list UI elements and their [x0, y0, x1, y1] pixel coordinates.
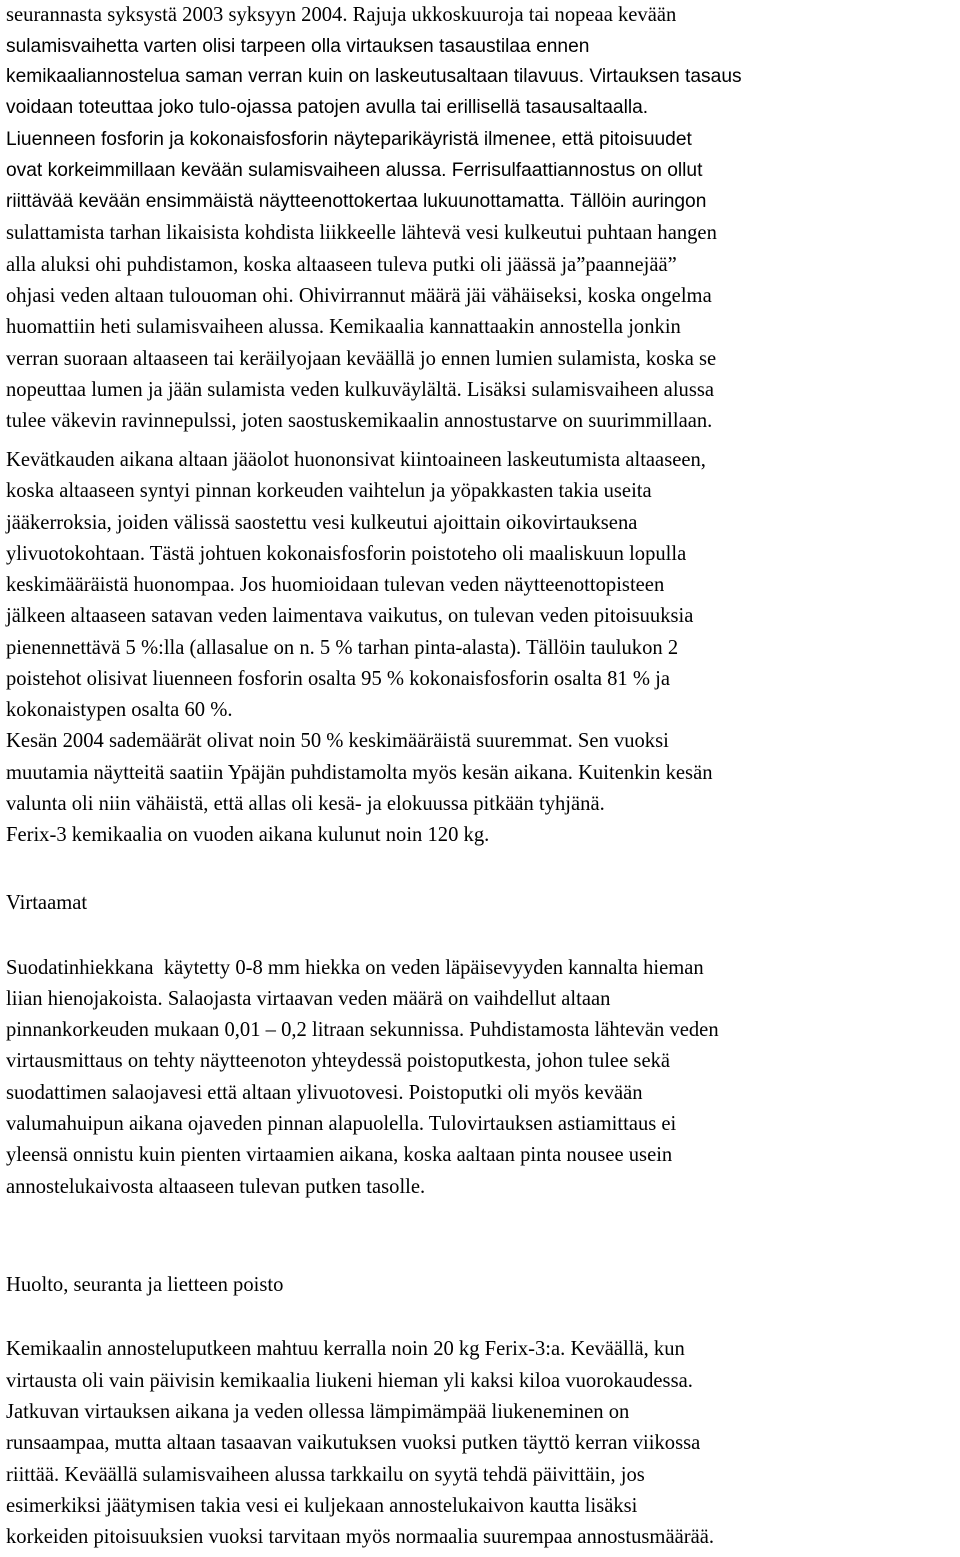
text-line: valumahuipun aikana ojaveden pinnan alapuolella. Tulovirtauksen astiamittaus ei	[6, 1113, 677, 1135]
text-line: tulee väkevin ravinnepulssi, joten saostuskemikaalin annostustarve on suurimmillaan.	[6, 410, 713, 432]
text-line: Ferix-3 kemikaalia on vuoden aikana kulunut noin 120 kg.	[6, 824, 490, 846]
text-line: virtausta oli vain päivisin kemikaalia liukeni hieman yli kaksi kiloa vuorokaudessa.	[6, 1370, 693, 1392]
text-line: Kevätkauden aikana altaan jääolot huononsivat kiintoaineen laskeutumista altaaseen,	[6, 449, 706, 471]
text-line: annostelukaivosta altaaseen tulevan putken tasolle.	[6, 1176, 426, 1198]
text-line: Jatkuvan virtauksen aikana ja veden ollessa lämpimämpää liukeneminen on	[6, 1401, 630, 1423]
text-line: ylivuotokohtaan. Tästä johtuen kokonaisfosforin poistoteho oli maaliskuun lopulla	[6, 543, 687, 565]
text-line: valunta oli niin vähäistä, että allas oli kesä- ja elokuussa pitkään tyhjänä.	[6, 793, 605, 815]
text-line: Kemikaalin annosteluputkeen mahtuu kerralla noin 20 kg Ferix-3:a. Keväällä, kun	[6, 1338, 685, 1360]
text-line: virtausmittaus on tehty näytteenoton yhteydessä poistoputkesta, johon tulee sekä	[6, 1050, 671, 1072]
text-line: seurannasta syksystä 2003 syksyyn 2004. Rajuja ukkoskuuroja tai nopeaa kevään	[6, 4, 677, 26]
text-line: nopeuttaa lumen ja jään sulamista veden kulkuväylältä. Lisäksi sulamisvaiheen alussa	[6, 379, 715, 401]
text-line: alla aluksi ohi puhdistamon, koska altaaseen tuleva putki oli jäässä ja”paannejää”	[6, 254, 677, 276]
text-line: Suodatinhiekkana käytetty 0-8 mm hiekka on veden läpäisevyyden kannalta hieman	[6, 957, 704, 979]
text-line: suodattimen salaojavesi että altaan ylivuotovesi. Poistoputki oli myös kevään	[6, 1082, 643, 1104]
section-heading: Virtaamat	[6, 892, 88, 914]
text-line: sulamisvaihetta varten olisi tarpeen olla virtauksen tasaustilaa ennen	[6, 36, 590, 57]
text-line: verran suoraan altaaseen tai keräilyojaan keväällä jo ennen lumien sulamista, koska se	[6, 348, 717, 370]
text-line: korkeiden pitoisuuksien vuoksi tarvitaan myös normaalia suurempaa annostusmäärää.	[6, 1526, 715, 1548]
section-heading: Huolto, seuranta ja lietteen poisto	[6, 1274, 284, 1296]
text-line: ovat korkeimmillaan kevään sulamisvaiheen alussa. Ferrisulfaattiannostus on ollut	[6, 160, 703, 181]
text-line: pinnankorkeuden mukaan 0,01 – 0,2 litraan sekunnissa. Puhdistamosta lähtevän veden	[6, 1019, 719, 1041]
text-line: Kesän 2004 sademäärät olivat noin 50 % keskimääräistä suuremmat. Sen vuoksi	[6, 730, 669, 752]
text-line: sulattamista tarhan likaisista kohdista liikkeelle lähtevä vesi kulkeutui puhtaan hangen	[6, 222, 717, 244]
text-line: yleensä onnistu kuin pienten virtaamien aikana, koska aaltaan pinta nousee usein	[6, 1144, 673, 1166]
text-line: huomattiin heti sulamisvaiheen alussa. Kemikaalia kannattaakin annostella jonkin	[6, 316, 681, 338]
text-line: muutamia näytteitä saatiin Ypäjän puhdistamolta myös kesän aikana. Kuitenkin kesän	[6, 762, 713, 784]
text-line: riittävää kevään ensimmäistä näytteenottokertaa lukuunottamatta. Tällöin auringon	[6, 191, 707, 212]
text-line: poistehot olisivat liuenneen fosforin osalta 95 % kokonaisfosforin osalta 81 % ja	[6, 668, 671, 690]
text-line: jälkeen altaaseen satavan veden laimentava vaikutus, on tulevan veden pitoisuuksia	[6, 605, 694, 627]
text-line: kemikaaliannostelua saman verran kuin on laskeutusaltaan tilavuus. Virtauksen tasaus	[6, 66, 742, 87]
text-line: Liuenneen fosforin ja kokonaisfosforin näyteparikäyristä ilmenee, että pitoisuudet	[6, 129, 692, 150]
text-line: voidaan toteuttaa joko tulo-ojassa patojen avulla tai erillisellä tasausaltaalla.	[6, 97, 649, 118]
text-line: koska altaaseen syntyi pinnan korkeuden vaihtelun ja yöpakkasten takia useita	[6, 480, 652, 502]
text-line: jääkerroksia, joiden välissä saostettu vesi kulkeutui ajoittain oikovirtauksena	[6, 512, 638, 534]
text-line: kokonaistypen osalta 60 %.	[6, 699, 233, 721]
text-line: esimerkiksi jäätymisen takia vesi ei kuljekaan annostelukaivon kautta lisäksi	[6, 1495, 638, 1517]
text-line: ohjasi veden altaan tulouoman ohi. Ohivirrannut määrä jäi vähäiseksi, koska ongelma	[6, 285, 712, 307]
text-line: runsaampaa, mutta altaan tasaavan vaikutuksen vuoksi putken täyttö kerran viikossa	[6, 1432, 701, 1454]
text-line: riittää. Keväällä sulamisvaiheen alussa tarkkailu on syytä tehdä päivittäin, jos	[6, 1464, 645, 1486]
text-line: keskimääräistä huonompaa. Jos huomioidaan tulevan veden näytteenottopisteen	[6, 574, 665, 596]
text-line: pienennettävä 5 %:lla (allasalue on n. 5 % tarhan pinta-alasta). Tällöin taulukon 2	[6, 637, 679, 659]
text-line: liian hienojakoista. Salaojasta virtaavan veden määrä on vaihdellut altaan	[6, 988, 611, 1010]
